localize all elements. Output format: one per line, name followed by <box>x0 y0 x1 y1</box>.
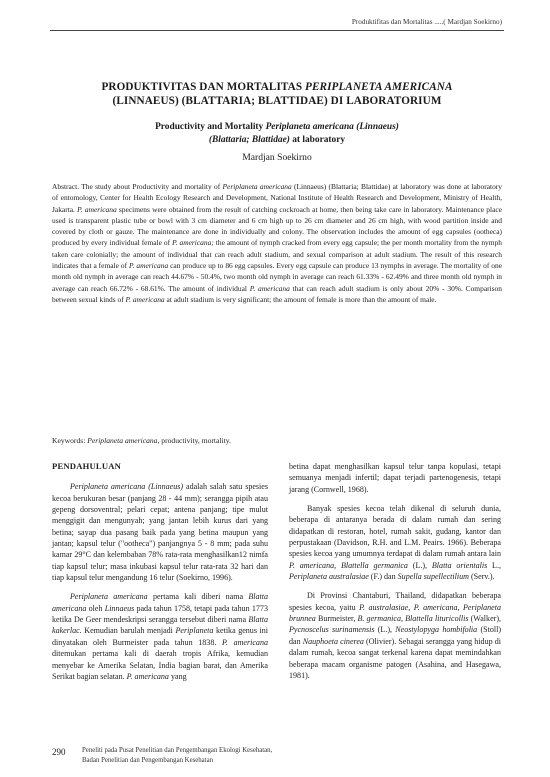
paragraph <box>52 591 268 682</box>
keywords-italic: Periplaneta americana, <box>87 436 160 445</box>
footnote-line1: Peneliti pada Pusat Penelitian dan Pengembangan Ekologi Kesehatan, <box>82 747 273 754</box>
abstract-text: that can reach adult stadium is only about 20% - 30%. Comparison between sexual kinds of <box>52 283 502 304</box>
paragraph-text: Banyak spesies kecoa telah dikenal di seluruh dunia, beberapa di antaranya berada di dalam rumah dan sering didapatkan di restoran, hotel, rumah sakit, gudang, kantor dan perpustakaan (Davidson, R.H. and L.M. Peairs. 1966). Beberapa spesies kecoa yang umumnya terdapat di dalam rumah antara lain <box>289 504 501 559</box>
abstract-text: can produce up to 86 egg capsules. Every egg capsule can produce 13 nymphs in average. The mortality of one month old nymph in average can reach 44.67% - 50.4%, two month old nymph in average can reach 61.33% - 62.49% and three month old nymph in average can reach 66.72% - 68.61%. The amount of individual <box>52 261 502 293</box>
paragraph-text: (Walker), <box>468 614 502 624</box>
species-name: B. germanica, Blattella lituricollis <box>357 614 469 624</box>
article-title <box>50 80 504 108</box>
paragraph <box>289 590 501 681</box>
paragraph-text: L., <box>487 560 501 570</box>
paragraph: betina dapat menghasilkan kapsul telur tanpa kopulasi, tetapi semuanya menjadi infertil; dapat terjadi partenogenesis, tetapi jarang (Cornwell, 1968). <box>289 462 501 494</box>
subtitle-line1-italic: Periplaneta americana (Linnaeus) <box>265 122 399 132</box>
abstract-text: Abstract. The study about Productivity and mortality of <box>52 182 223 191</box>
paragraph-text: Burmeister, <box>315 614 358 624</box>
species-name: P. australasiae, P. americana, Periplaneta brunnea <box>289 602 501 624</box>
title-line2: (LINNAEUS) (BLATTARIA; BLATTIDAE) DI LABORATORIUM <box>112 95 442 107</box>
paragraph-text: ketika genus ini dinyatakan oleh Burmeister pada tahun 1838. <box>52 626 268 647</box>
section-heading: PENDAHULUAN <box>52 461 122 471</box>
article-subtitle <box>50 121 504 147</box>
left-column <box>52 461 268 690</box>
paragraph <box>289 503 501 582</box>
species-name: Periplaneta australasiae <box>289 572 369 582</box>
abstract-text: the amount of nymph cracked from every egg capsule; the per month mortality from the nymph taken care colonially; the amount of individual that can reach adult stadium, and sexual comparison at adult stadium. The result of this research indicates that a female of <box>52 238 502 271</box>
running-head: Produktifitas dan Mortalitas .....( Mardjan Soekirno) <box>351 18 502 26</box>
species-name: Linnaeus <box>104 603 135 613</box>
abstract <box>52 181 502 305</box>
subtitle-line2-italic: (Blattaria; Blattidae) <box>208 135 290 145</box>
species-name: Pycnoscelus surinamensis <box>289 625 375 635</box>
paragraph-text: (Olivier). Sebagai serangga yang hidup di dalam rumah, kecoa sangat terkenal karena dapat memindahkan beberapa macam organisme patogen (Asahina, and Hasegawa, 1981). <box>289 636 501 680</box>
abstract-species: Periplaneta americana <box>222 182 292 191</box>
footnote-line2: Badan Penelitian dan Pengembangan Kesehatan <box>82 757 213 764</box>
species-name: Periplaneta <box>175 626 214 636</box>
species-name: Blatta kakerlac. <box>52 615 268 636</box>
species-name: Periplaneta americana (Linnaeus) <box>70 482 184 492</box>
species-name: P. americana <box>222 637 268 647</box>
paragraph-text: adalah salah satu spesies kecoa berukuran besar (panjang 28 - 44 mm); serangga pipih atau gepeng dorsoventral; pelari cepat; antena panjang; tipe mulut menggigit dan mengunyah; yang jantan lebih kurus dari yang betina; sayap dua pasang baik pada yang betina maupun yang jantan; kapsul telur ("ootheca") panjangnya 5 - 8 mm; pada suhu kamar 29°C dan kelembaban 78% rata-rata menghasilkan12 nimfa tiap kapsul telur; masa inkubasi kapsul telur rata-rata 32 hari dan tiap kapsul telur mengandung 16 telur (Soekirno, 1996). <box>52 482 268 583</box>
abstract-species: P. americana; <box>172 238 214 248</box>
keywords <box>52 436 502 445</box>
paragraph-text: (F.) dan <box>368 572 398 582</box>
abstract-species: P. americana <box>249 283 290 293</box>
right-column <box>289 461 501 689</box>
title-line1-prefix: PRODUKTIVITAS DAN MORTALITAS <box>101 81 306 93</box>
page-number: 290 <box>52 747 66 757</box>
paragraph-text: Kemudian barulah menjadi <box>81 626 176 636</box>
species-name: Blatta americana <box>52 592 269 613</box>
paragraph-text: oleh <box>86 603 105 613</box>
species-name: P. americana <box>126 671 169 681</box>
paragraph-text: pertama kali diberi nama <box>147 592 249 602</box>
paragraph-text: Di Provinsi Chantaburi, Thailand, didapatkan beberapa spesies kecoa, yaitu <box>289 591 501 612</box>
keywords-label: Keywords: <box>52 436 88 445</box>
species-name: Supella supellectilium <box>397 572 469 582</box>
paragraph-text: yang <box>168 671 187 681</box>
author-affiliation-footnote <box>82 746 272 766</box>
abstract-text: specimens were obtained from the result of catching cockroach at home, then being take care in laboratory. Maintenance place used is transparent plastic tube or bowl with 3 cm diameter and 6 cm high up to 26 cm diameter and 26 cm high, with wood partition inside and covered by cloth or gauze. The maintenance are done in individually and colony. The observation includes the amount of egg capsules (ootheca) produced by every individual female of <box>52 204 502 248</box>
abstract-text: (Linnaeus) (Blattaria; Blattidae) at laboratory was done at laboratory of entomology, Center for Health Ecology Research and Development, National Institute of Health Research and Development, Ministry of Health, Jakarta. <box>52 182 502 214</box>
keywords-rest: productivity, mortality. <box>159 436 231 445</box>
author-name: Mardjan Soekirno <box>242 152 312 163</box>
species-name: P. americana, Blattella germanica <box>289 560 408 570</box>
paragraph-text: (Stoll) dan <box>289 625 502 646</box>
subtitle-line2-suffix: at laboratory <box>289 135 346 145</box>
paragraph <box>52 481 268 583</box>
abstract-species: P. americana <box>77 204 117 214</box>
paragraph-text: (Serv.). <box>468 572 495 582</box>
abstract-species: P. americana <box>125 294 165 304</box>
subtitle-line1-prefix: Productivity and Mortality <box>155 122 266 132</box>
paragraph-text: (L.), <box>374 625 396 635</box>
abstract-species: P. americana <box>128 261 169 271</box>
species-name: Neostylopyga hombifolia <box>395 625 478 635</box>
species-name: Periplaneta americana <box>70 592 148 602</box>
paragraph-text: (L.), <box>407 560 432 570</box>
header-rule <box>50 30 504 31</box>
species-name: Nauphoeta cinerea <box>302 636 364 646</box>
paragraph-text: ditemukan pertama kali di daerah tropis Afrika, kemudian menyebar ke Amerika Selatan, India bagian barat, dan Amerika Serikat bagian selatan. <box>52 649 268 681</box>
abstract-text: at adult stadium is very significant; the amount of female is more than the amount of male. <box>164 294 437 304</box>
species-name: Blatta orientalis <box>431 560 488 570</box>
paragraph-text: pada tahun 1758, tetapi pada tahun 1773 ketika De Geer mendeskripsi serangga tersebut diberi nama <box>52 603 268 625</box>
title-line1-italic: PERIPLANETA AMERICANA <box>305 81 453 93</box>
